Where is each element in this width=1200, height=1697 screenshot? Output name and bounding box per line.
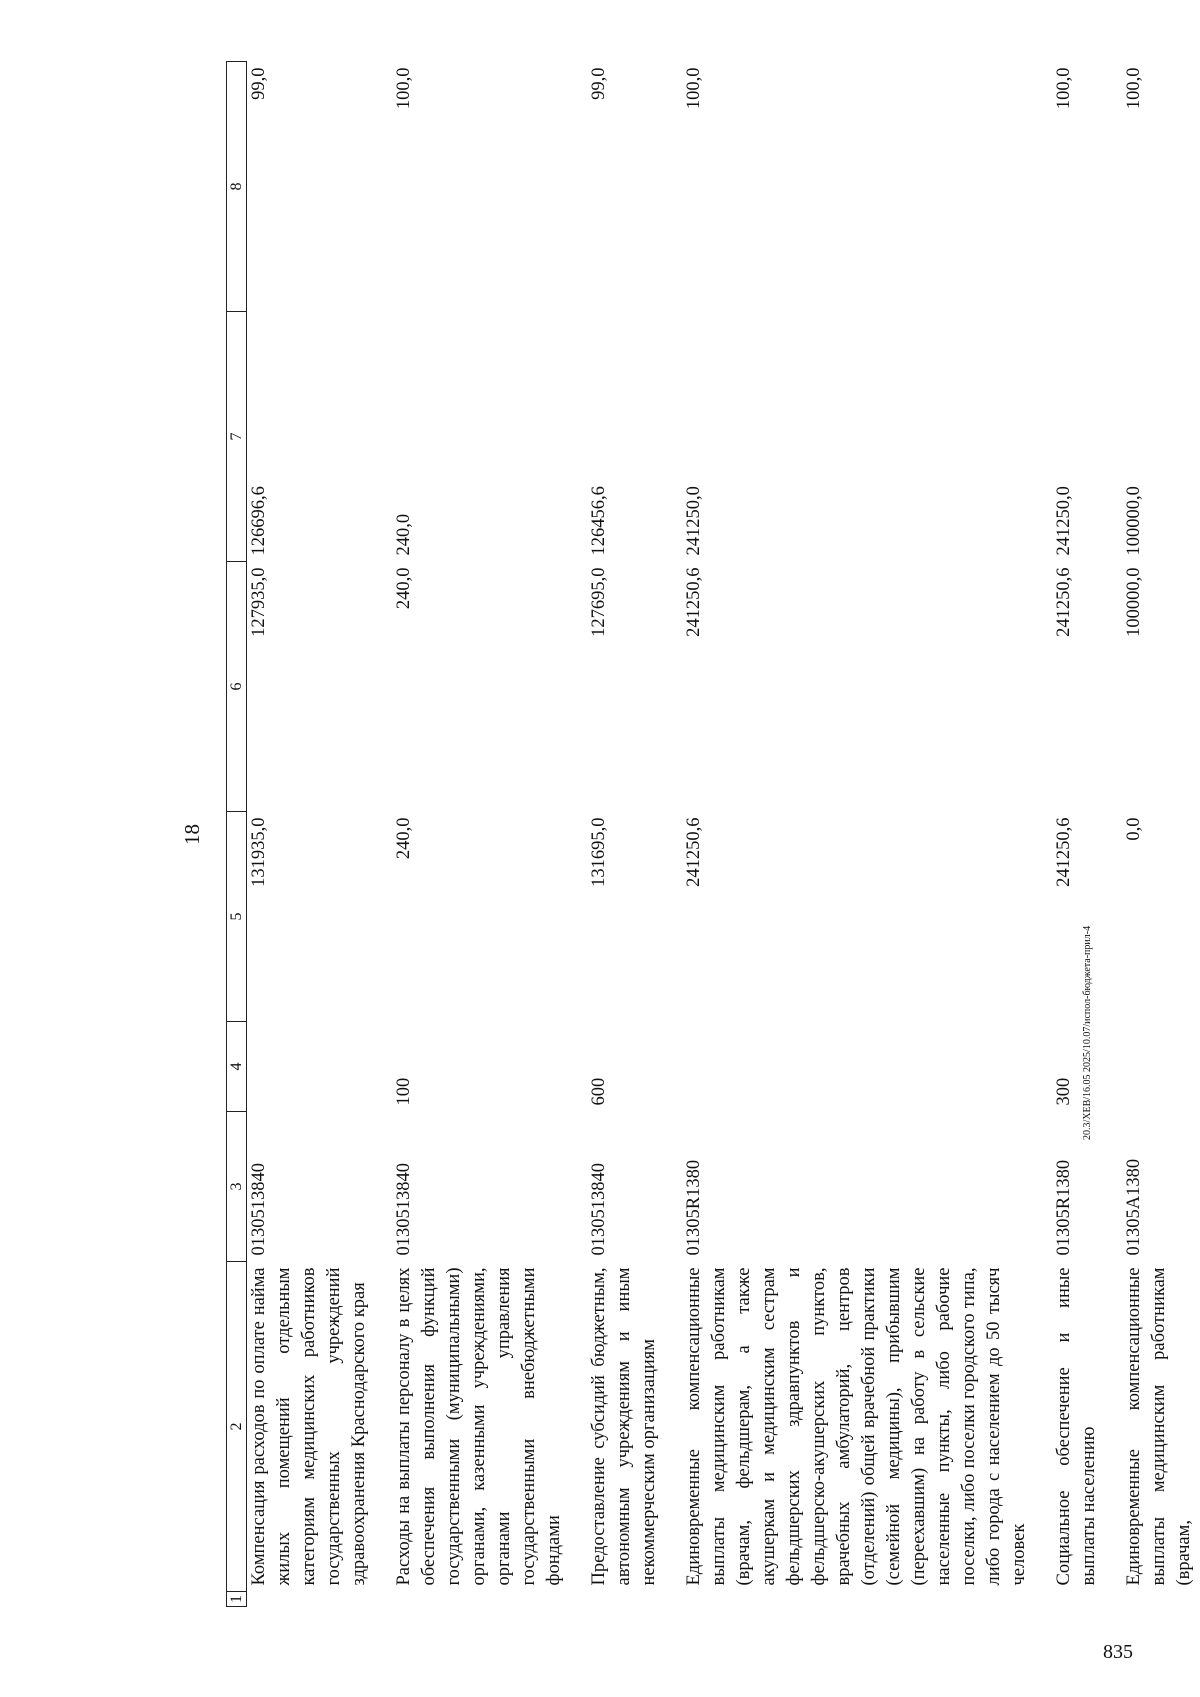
percent-cell: 100,0 — [1124, 67, 1144, 110]
kvr-cell: 300 — [1054, 1077, 1074, 1106]
code-cell: 01305A1380 — [1124, 1158, 1144, 1256]
table-row — [392, 62, 587, 1607]
table-row — [682, 62, 1052, 1607]
value-cell-6: 241250,6 — [1054, 567, 1074, 637]
percent-cell: 99,0 — [249, 67, 269, 100]
row-number-cell — [247, 1592, 393, 1607]
code-cell: 0130513840 — [394, 1163, 414, 1256]
percent-cell: 100,0 — [684, 67, 704, 110]
footer-code: 20.3/XEB/16.05 2025/10.07/испол-бюджета-прил-4 — [1082, 925, 1093, 1140]
row-number-cell — [392, 1592, 587, 1607]
description-cell: Расходы на выплаты персоналу в целях обеспечения выполнения функций государственными (муниципальными) органами, казенными учреждениями, органами управления государственными внебюджетными фондами — [394, 1267, 564, 1586]
value-cell-6: 100000,0 — [1124, 567, 1144, 637]
description-cell: Единовременные компенсационные выплаты медицинским работникам (врачам, фельдшерам, а также акушеркам и медицинским сестрам фельдшерских здравпунктов и фельдшерско-акушерских пунктов, врачебных амбулаторий, центров (отделений) общей врачебной практики (семейной медицины), прибывшим (переехавшим) на работу в сельские населенные пункты, либо рабочие поселки, либо поселки городского типа, либо города с населением до 50 тысяч человек — [684, 1267, 1029, 1586]
table-row — [247, 62, 393, 1607]
description-cell: Единовременные компенсационные выплаты медицинским работникам (врачам, — [1124, 1267, 1194, 1586]
value-cell-6: 127695,0 — [589, 567, 609, 637]
row-number-cell — [682, 1592, 1052, 1607]
column-header: 5 — [227, 812, 247, 1022]
code-cell: 01305R1380 — [1054, 1159, 1074, 1256]
column-header: 8 — [227, 62, 247, 312]
value-cell-7: 126456,6 — [589, 486, 609, 556]
table-row — [1122, 62, 1200, 1607]
value-cell-5: 131695,0 — [589, 817, 609, 887]
code-cell: 0130513840 — [249, 1163, 269, 1256]
table-row — [587, 62, 682, 1607]
kvr-cell: 100 — [394, 1077, 414, 1106]
description-cell: Социальное обеспечение и иные выплаты населению — [1054, 1267, 1099, 1586]
table-header-row — [227, 62, 247, 1607]
description-cell: Компенсация расходов по оплате найма жилых помещений отдельным категориям медицинских работников государственных учреждений здравоохранения Краснодарского края — [249, 1267, 369, 1586]
value-cell-7: 241250,0 — [1054, 486, 1074, 556]
value-cell-5: 241250,6 — [684, 817, 704, 887]
percent-cell: 100,0 — [1054, 67, 1074, 110]
code-cell: 0130513840 — [589, 1163, 609, 1256]
value-cell-5: 240,0 — [394, 817, 414, 860]
value-cell-7: 100000,0 — [1124, 486, 1144, 556]
value-cell-7: 241250,0 — [684, 486, 704, 556]
value-cell-6: 240,0 — [394, 567, 414, 610]
row-number-cell — [1052, 1592, 1122, 1607]
value-cell-6: 241250,6 — [684, 567, 704, 637]
budget-table — [226, 61, 1200, 1607]
value-cell-6: 127935,0 — [249, 567, 269, 637]
page-number: 18 — [180, 824, 204, 845]
description-cell: Предоставление субсидий бюджетным, автономным учреждениям и иным некоммерческим организациям — [589, 1267, 659, 1586]
column-header: 2 — [227, 1262, 247, 1592]
kvr-cell: 600 — [589, 1077, 609, 1106]
kvr-cell — [247, 1022, 393, 1112]
row-number-cell — [1122, 1592, 1200, 1607]
percent-cell: 99,0 — [589, 67, 609, 100]
table-row — [1052, 62, 1122, 1607]
value-cell-7: 126696,6 — [249, 486, 269, 556]
column-header: 3 — [227, 1112, 247, 1262]
value-cell-5: 0,0 — [1124, 817, 1144, 841]
value-cell-7: 240,0 — [394, 513, 414, 556]
kvr-cell — [1122, 1022, 1200, 1112]
row-number-cell — [587, 1592, 682, 1607]
column-header: 4 — [227, 1022, 247, 1112]
value-cell-5: 241250,6 — [1054, 817, 1074, 887]
column-header: 6 — [227, 562, 247, 812]
column-header: 7 — [227, 312, 247, 562]
sheet-number: 835 — [1103, 1641, 1133, 1663]
value-cell-5: 131935,0 — [249, 817, 269, 887]
column-header: 1 — [227, 1592, 247, 1607]
code-cell: 01305R1380 — [684, 1159, 704, 1256]
kvr-cell — [682, 1022, 1052, 1112]
percent-cell: 100,0 — [394, 67, 414, 110]
